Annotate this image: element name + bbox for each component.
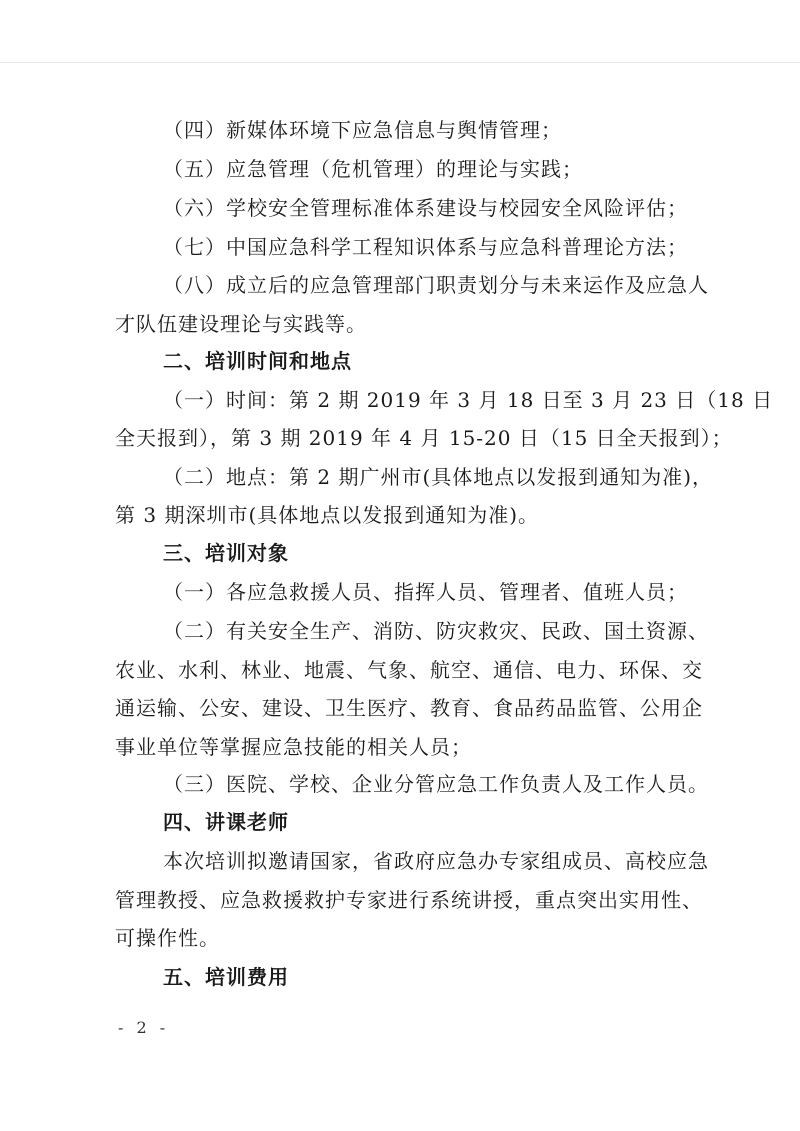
location-line-1: （二）地点：第 2 期广州市(具体地点以发报到通知为准)，	[163, 465, 714, 489]
teachers-line-1: 本次培训拟邀请国家，省政府应急办专家组成员、高校应急	[163, 849, 709, 873]
target-item-2-line-1: （二）有关安全生产、消防、防灾救灾、民政、国土资源、	[163, 619, 709, 643]
section-heading-5: 五、培训费用	[163, 965, 289, 989]
section-heading-3: 三、培训对象	[163, 541, 289, 565]
page-number: - 2 -	[118, 1018, 170, 1037]
top-divider	[0, 62, 800, 63]
teachers-line-2: 管理教授、应急救援救护专家进行系统讲授，重点突出实用性、	[115, 888, 703, 912]
time-line-2: 全天报到），第 3 期 2019 年 4 月 15-20 日（15 日全天报到）；	[115, 426, 733, 450]
list-item-6: （六）学校安全管理标准体系建设与校园安全风险评估；	[163, 196, 688, 220]
list-item-8-line-1: （八）成立后的应急管理部门职责划分与未来运作及应急人	[163, 273, 709, 297]
teachers-line-3: 可操作性。	[115, 926, 220, 950]
target-item-2-line-3: 通运输、公安、建设、卫生医疗、教育、食品药品监管、公用企	[115, 696, 703, 720]
time-line-1: （一）时间：第 2 期 2019 年 3 月 18 日至 3 月 23 日（18 日	[163, 388, 774, 412]
target-item-2-line-2: 农业、水利、林业、地震、气象、航空、通信、电力、环保、交	[115, 658, 703, 682]
target-item-2-line-4: 事业单位等掌握应急技能的相关人员；	[115, 735, 472, 759]
location-line-2: 第 3 期深圳市(具体地点以发报到通知为准)。	[115, 503, 540, 527]
list-item-8-line-2: 才队伍建设理论与实践等。	[115, 312, 367, 336]
target-item-3: （三）医院、学校、企业分管应急工作负责人及工作人员。	[163, 772, 709, 796]
section-heading-4: 四、讲课老师	[163, 810, 289, 834]
list-item-7: （七）中国应急科学工程知识体系与应急科普理论方法；	[163, 235, 688, 259]
list-item-5: （五）应急管理（危机管理）的理论与实践；	[163, 157, 583, 181]
list-item-4: （四）新媒体环境下应急信息与舆情管理；	[163, 118, 562, 142]
target-item-1: （一）各应急救援人员、指挥人员、管理者、值班人员；	[163, 580, 688, 604]
section-heading-2: 二、培训时间和地点	[163, 349, 352, 373]
